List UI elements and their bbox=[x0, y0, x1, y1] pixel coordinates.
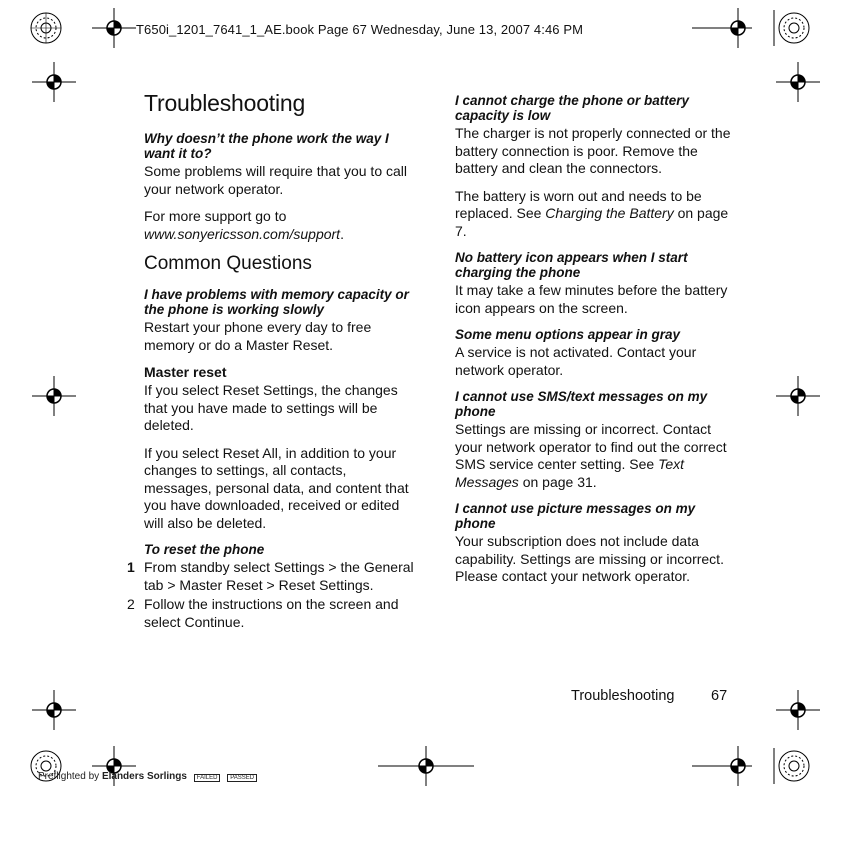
step-text: Follow the instructions on the screen and select Continue. bbox=[144, 596, 399, 630]
answer-paragraph: Your subscription does not include data capability. Settings are missing or incorrect. Please contact your network operator. bbox=[455, 533, 724, 584]
procedure-steps bbox=[127, 559, 414, 631]
support-suffix: . bbox=[340, 225, 344, 242]
crosshair-icon bbox=[32, 690, 76, 730]
question-heading: Some menu options appear in gray bbox=[455, 327, 681, 342]
registration-rosette-icon bbox=[772, 748, 812, 784]
answer-paragraph bbox=[455, 421, 735, 491]
question-heading: Why doesn’t the phone work the way I want it to? bbox=[144, 131, 389, 161]
answer-paragraph: It may take a few minutes before the battery icon appears on the screen. bbox=[455, 282, 728, 316]
question-heading: I cannot use picture messages on my phone bbox=[455, 501, 696, 531]
answer-paragraph: A service is not activated. Contact your network operator. bbox=[455, 344, 697, 378]
list-item bbox=[127, 596, 414, 631]
crosshair-icon bbox=[776, 690, 820, 730]
section-heading: Common Questions bbox=[144, 253, 312, 274]
crosshair-icon bbox=[692, 8, 752, 48]
step-number: 1 bbox=[127, 559, 135, 575]
page-number: 67 bbox=[711, 688, 728, 704]
crosshair-icon bbox=[32, 62, 76, 102]
step-text: From standby select Settings > the General tab > Master Reset > Reset Settings. bbox=[144, 559, 414, 593]
left-column bbox=[127, 90, 414, 633]
crosshair-icon bbox=[32, 376, 76, 416]
crosshair-icon bbox=[92, 8, 136, 48]
crosshair-icon bbox=[378, 746, 474, 786]
answer-paragraph: If you select Reset All, in addition to your changes to settings, all contacts, messages, personal data, and content that you have downloaded, received or edited will also be deleted. bbox=[144, 444, 409, 531]
support-text: For more support go to bbox=[144, 208, 287, 224]
list-item bbox=[127, 559, 414, 594]
question-heading: I cannot use SMS/text messages on my phone bbox=[455, 389, 708, 419]
question-heading: No battery icon appears when I start charging the phone bbox=[455, 250, 688, 280]
crosshair-icon bbox=[776, 376, 820, 416]
preflight-label: Preflighted by bbox=[38, 771, 100, 782]
preflight-failed-box: FAILED bbox=[194, 774, 221, 782]
right-column bbox=[455, 93, 735, 596]
registration-rosette-icon bbox=[772, 10, 812, 46]
answer-text: The battery is worn out and needs to be replaced. See bbox=[455, 187, 702, 221]
footer-section-title: Troubleshooting bbox=[571, 688, 675, 704]
cross-reference: Text Messages bbox=[455, 456, 685, 490]
answer-text: Settings are missing or incorrect. Contact your network operator to find out the correct SMS service center setting. See bbox=[455, 421, 727, 472]
cross-reference: Charging the Battery bbox=[545, 205, 674, 221]
subheading-master-reset: Master reset bbox=[144, 364, 227, 380]
answer-paragraph: Restart your phone every day to free memory or do a Master Reset. bbox=[144, 319, 372, 353]
question-heading: I have problems with memory capacity or the phone is working slowly bbox=[144, 287, 409, 317]
registration-rosette-icon bbox=[28, 10, 64, 46]
question-heading: I cannot charge the phone or battery capacity is low bbox=[455, 93, 690, 123]
page-title: Troubleshooting bbox=[144, 90, 306, 116]
answer-paragraph: If you select Reset Settings, the changes that you have made to settings will be deleted. bbox=[144, 382, 398, 433]
book-header-line: T650i_1201_7641_1_AE.book Page 67 Wednesday, June 13, 2007 4:46 PM bbox=[136, 22, 584, 37]
preflight-stamp bbox=[38, 771, 257, 782]
preflight-passed-box: PASSED bbox=[227, 774, 257, 782]
answer-paragraph: Some problems will require that you to call your network operator. bbox=[144, 163, 408, 197]
crosshair-icon bbox=[692, 746, 752, 786]
answer-paragraph bbox=[455, 188, 735, 241]
procedure-heading: To reset the phone bbox=[144, 542, 265, 557]
crosshair-icon bbox=[776, 62, 820, 102]
answer-text: on page 31. bbox=[522, 473, 597, 490]
answer-paragraph: The charger is not properly connected or the battery connection is poor. Remove the battery and clean the connectors. bbox=[455, 125, 731, 176]
answer-text: on page 7. bbox=[455, 205, 729, 239]
support-paragraph bbox=[144, 208, 414, 243]
support-link[interactable]: www.sonyericsson.com/support bbox=[144, 225, 341, 242]
preflight-brand: Elanders Sorlings bbox=[101, 771, 187, 782]
step-number: 2 bbox=[127, 596, 135, 612]
